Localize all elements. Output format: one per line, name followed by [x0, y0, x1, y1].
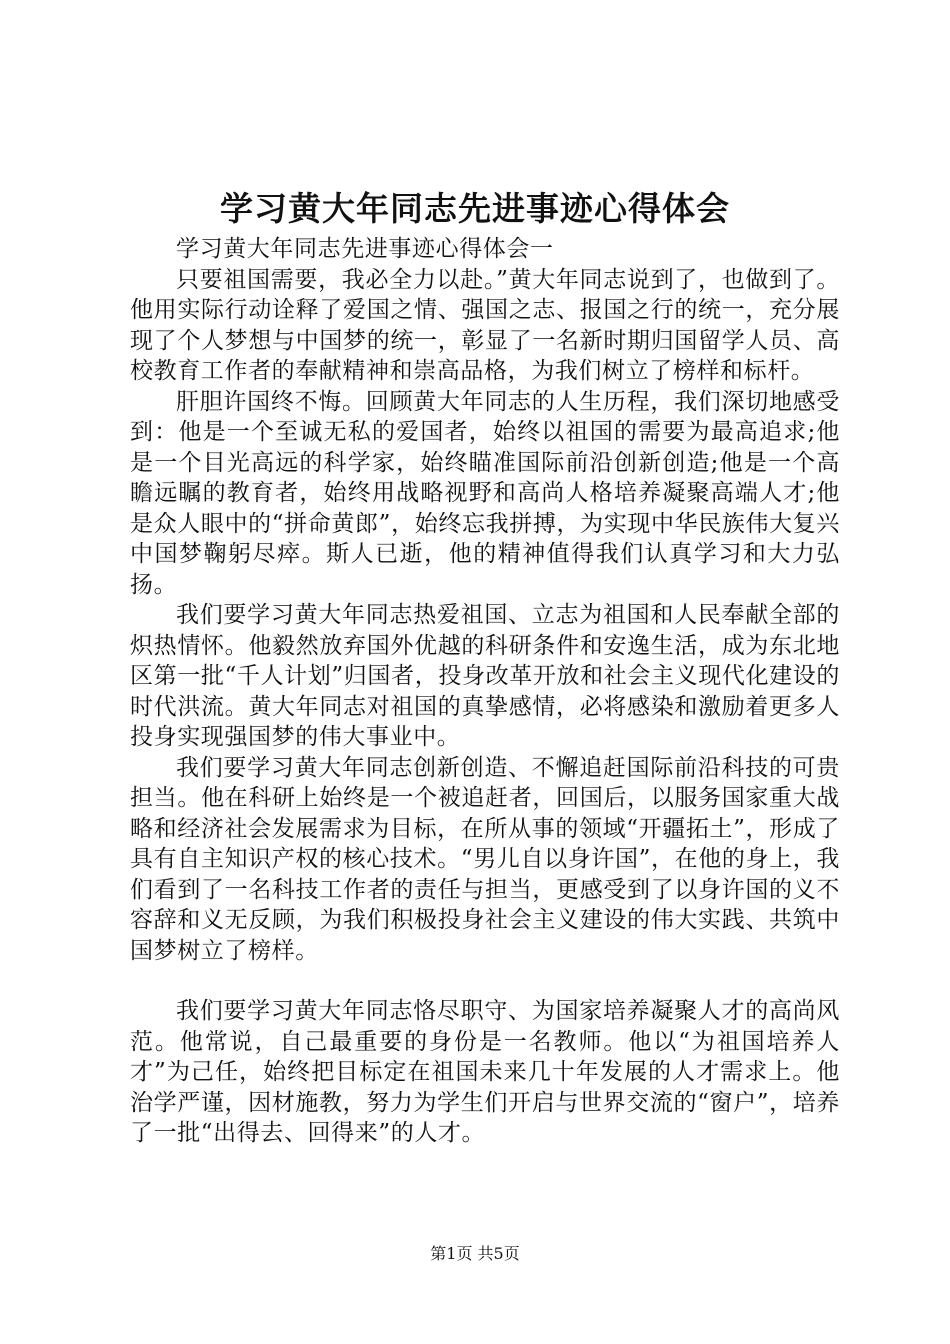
page-footer: 第1页 共5页	[430, 1244, 520, 1263]
paragraph-4: 我们要学习黄大年同志创新创造、不懈追赶国际前沿科技的可贵担当。他在科研上始终是一个被追赶者，回国后，以服务国家重大战略和经济社会发展需求为目标，在所从事的领域“开疆拓土”，形成了具有自主知识产权的核心技术。“男儿自以身许国”，在他的身上，我们看到了一名科技工作者的责任与担当，更感受到了以身许国的义不容辞和义无反顾，为我们积极投身社会主义建设的伟大实践、共筑中国梦树立了榜样。	[130, 754, 840, 964]
section-heading: 学习黄大年同志先进事迹心得体会一	[176, 236, 554, 262]
document-body	[130, 234, 840, 1149]
paragraph-5: 我们要学习黄大年同志恪尽职守、为国家培养凝聚人才的高尚风范。他常说，自己最重要的身份是一名教师。他以“为祖国培养人才”为己任，始终把目标定在祖国未来几十年发展的人才需求上。他治学严谨，因材施教，努力为学生们开启与世界交流的“窗户”，培养了一批“出得去、回得来”的人才。	[130, 998, 840, 1146]
paragraph-gap	[130, 966, 840, 996]
paragraph-2: 肝胆许国终不悔。回顾黄大年同志的人生历程，我们深切地感受到：他是一个至诚无私的爱国者，始终以祖国的需要为最高追求;他是一个目光高远的科学家，始终瞄准国际前沿创新创造;他是一个高瞻远瞩的教育者，始终用战略视野和高尚人格培养凝聚高端人才;他是众人眼中的“拼命黄郎”，始终忘我拼搏，为实现中华民族伟大复兴中国梦鞠躬尽瘁。斯人已逝，他的精神值得我们认真学习和大力弘扬。	[130, 388, 840, 598]
document-title: 学习黄大年同志先进事迹心得体会	[220, 189, 730, 228]
paragraph-1: 只要祖国需要，我必全力以赴。”黄大年同志说到了，也做到了。他用实际行动诠释了爱国之情、强国之志、报国之行的统一，充分展现了个人梦想与中国梦的统一，彰显了一名新时期归国留学人员、高校教育工作者的奉献精神和崇高品格，为我们树立了榜样和标杆。	[130, 266, 840, 384]
paragraph-3: 我们要学习黄大年同志热爱祖国、立志为祖国和人民奉献全部的炽热情怀。他毅然放弃国外优越的科研条件和安逸生活，成为东北地区第一批“千人计划”归国者，投身改革开放和社会主义现代化建设的时代洪流。黄大年同志对祖国的真挚感情，必将感染和激励着更多人投身实现强国梦的伟大事业中。	[130, 602, 840, 750]
